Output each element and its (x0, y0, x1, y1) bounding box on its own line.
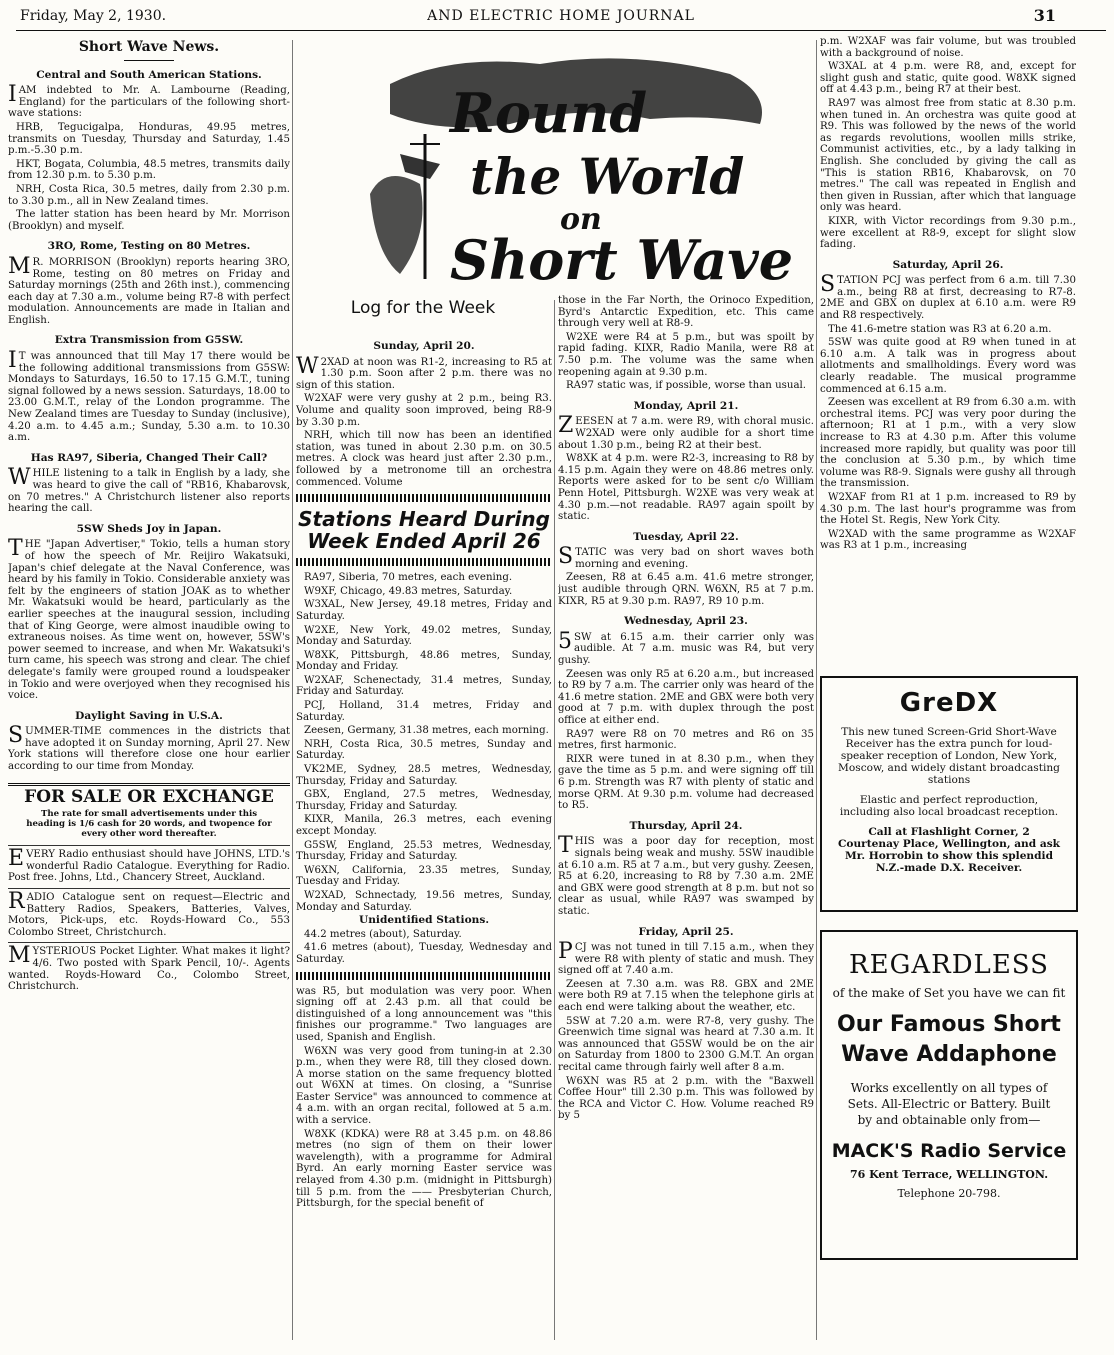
day-heading: Friday, April 25. (638, 925, 734, 938)
log-paragraph: W2XAF from R1 at 1 p.m. increased to R9 by 4.30 p.m. The last hour's programme was from the Hotel St. Regis, New York City. (820, 491, 1076, 527)
company-phone: Telephone 20-798. (897, 1187, 1001, 1200)
station-entry: W6XN, California, 23.35 metres, Sunday, Tuesday and Friday. (296, 864, 552, 888)
log-paragraph: KIXR, with Victor recordings from 9.30 p.m., were excellent at R8-9, except for slight slow fading. (820, 215, 1076, 251)
day-heading: Sunday, April 20. (373, 340, 475, 352)
article-paragraph: IAM indebted to Mr. A. Lambourne (Reading, England) for the particulars of the following short-wave stations: (8, 82, 290, 120)
log-paragraph: W2XAF were very gushy at 2 p.m., being R3. Volume and quality soon improved, being R8-9 by 3.30 p.m. (296, 393, 552, 428)
station-entry: GBX, England, 27.5 metres, Wednesday, Thursday, Friday and Saturday. (296, 789, 552, 812)
log-paragraph: RA97 static was, if possible, worse than usual. (566, 380, 807, 392)
log-paragraph: STATIC was very bad on short waves both morning and evening. (558, 544, 814, 570)
log-paragraph: W2XAD at noon was R1-2, increasing to R5 at 1.30 p.m. Soon after 2 p.m. there was no sign of this station. (296, 353, 552, 391)
gredx-brand: GreDX (899, 688, 999, 718)
logo-line-4: Short Wave (450, 228, 794, 289)
day-heading: Thursday, April 24. (629, 819, 743, 832)
article-paragraph: THE "Japan Advertiser," Tokio, tells a human story of how the speech of Mr. Reijiro Wakatsuki, Japan's chief delegate at the Naval Conference, was heard by his family in Tokio. Considerable anxiety was felt by the engineers of station JOAK as to whether Mr. Wakatsuki would be heard, particularly as the earlier speeches at the inaugural session, including that of King George, were almost inaudible owing to extraneous noises. As time went on, however, 5SW's power seemed to increase, and when Mr. Wakatsuki's turn came, his speech was strong and clear. The chief delegate's family were grouped round a loudspeaker in Tokio and were overjoyed when they recognised his voice. (8, 536, 290, 702)
station-entry: W2XAD, Schnectady, 19.56 metres, Sunday, Monday and Saturday. (296, 889, 552, 913)
log-paragraph: NRH, which till now has been an identified station, was tuned in about 2.30 p.m. on 30.5 metres. A clock was heard just after 2.30 p.m., followed by a metronome till an orchestra commenced. Volume (296, 430, 552, 488)
classified-ad-text: RADIO Catalogue sent on request—Electric and Battery Radios, Speakers, Batteries, Valves, Motors, Pick-ups, etc. Royds-Howard Co., 553 Colombo Street, Christchurch. (8, 889, 290, 938)
company-address: 76 Kent Terrace, WELLINGTON. (849, 1168, 1049, 1181)
ad-text: Elastic and perfect reproduction, including also local broadcast reception. (839, 794, 1059, 818)
classified-ad (8, 888, 290, 938)
article-heading: Daylight Saving in U.S.A. (75, 709, 223, 722)
logo-line-2: the World (470, 147, 745, 206)
classified-ad-text: EVERY Radio enthusiast should have JOHNS, LTD.'s wonderful Radio Catalogue. Everything for Radio. Post free. Johns, Ltd., Chancery Street, Auckland. (8, 846, 290, 884)
decorative-rule (296, 972, 552, 980)
article-heading: Central and South American Stations. (36, 68, 262, 81)
article-paragraph: The latter station has been heard by Mr. Morrison (Brooklyn) and myself. (8, 209, 290, 232)
station-entry: PCJ, Holland, 31.4 metres, Friday and Saturday. (296, 700, 552, 723)
station-entry: NRH, Costa Rica, 30.5 metres, Sunday and Saturday. (296, 738, 552, 762)
log-title: Log for the Week (350, 298, 496, 318)
article-paragraph: NRH, Costa Rica, 30.5 metres, daily from 2.30 p.m. to 3.30 p.m., all in New Zealand times. (8, 183, 290, 207)
station-entry: W3XAL, New Jersey, 49.18 metres, Friday and Saturday. (296, 599, 552, 622)
ad-headline: REGARDLESS (849, 950, 1049, 980)
decorative-rule (296, 558, 552, 566)
station-entry: G5SW, England, 25.53 metres, Wednesday, Thursday, Friday and Saturday. (296, 839, 552, 863)
station-entry: KIXR, Manila, 26.3 metres, each evening except Monday. (296, 814, 552, 837)
classified-ad (8, 845, 290, 884)
station-entry: W2XAF, Schenectady, 31.4 metres, Sunday, Friday and Saturday. (296, 674, 552, 698)
unidentified-heading: Unidentified Stations. (358, 914, 490, 927)
log-paragraph: was R5, but modulation was very poor. When signing off at 2.43 p.m. all that could be distinguished of a long announcement was "this finishes our programme." Two languages are used, Spanish and English. (296, 985, 552, 1043)
ad-text: Works excellently on all types of Sets. All-Electric or Battery. Built by and obtainable only from— (847, 1081, 1051, 1127)
decorative-rule (296, 494, 552, 502)
masthead (16, 4, 1106, 31)
log-paragraph: 5SW at 7.20 a.m. were R7-8, very gushy. The Greenwich time signal was heard at 7.30 a.m. It was announced that G5SW would be on the air on Saturday from 1800 to 2300 G.M.T. An organ recital came through fairly well after 8 a.m. (558, 1015, 814, 1074)
station-entry: 41.6 metres (about), Tuesday, Wednesday and Saturday. (296, 942, 552, 965)
log-paragraph: 5SW was quite good at R9 when tuned in at 6.10 a.m. A talk was in progress about allotments and smallholdings. Every word was clearly readable. The musical programme commenced at 6.15 a.m. (820, 337, 1076, 395)
article-paragraph: SUMMER-TIME commences in the districts that have adopted it on Sunday morning, April 27. New York stations will therefore close one hour earlier according to our time from Monday. (8, 723, 290, 773)
article-paragraph: HRB, Tegucigalpa, Honduras, 49.95 metres, transmits on Tuesday, Thursday and Saturday, 1.45 p.m.-5.30 p.m. (8, 121, 290, 157)
article-paragraph: IT was announced that till May 17 there would be the following additional transmissions from G5SW: Mondays to Saturdays, 16.50 to 17.15 G.M.T., tuning signal followed by a news session. Saturdays, 18.00 to 23.00 G.M.T., relay of the London programme. The New Zealand times are Tuesday to Sunday (inclusive), 4.20 a.m. to 4.45 a.m.; Sunday, 5.30 a.m. to 10.30 a.m. (8, 348, 290, 444)
station-entry: W2XE, New York, 49.02 metres, Sunday, Monday and Saturday. (296, 624, 552, 648)
log-paragraph: W2XE were R4 at 5 p.m., but was spoilt by rapid fading. KIXR, Radio Manila, were R8 at 7.50 p.m. The volume was the same when reopening again at 9.30 p.m. (558, 331, 814, 378)
log-paragraph: The 41.6-metre station was R3 at 6.20 a.m. (828, 323, 1052, 335)
column-log-final (820, 36, 1076, 672)
macks-advertisement (820, 930, 1078, 1260)
log-paragraph: RIXR were tuned in at 8.30 p.m., when they gave the time as 5 p.m. and were signing off till 6 p.m. Strength was R7 with plenty of static and morse QRM. At 9.30 p.m. volume had decreased to R5. (558, 753, 814, 812)
log-paragraph: those in the Far North, the Orinoco Expedition, Byrd's Antarctic Expedition, etc. This came through very well at R8-9. (558, 295, 814, 330)
logo-line-1: Round (450, 81, 648, 145)
log-paragraph: Zeesen, R8 at 6.45 a.m. 41.6 metre stronger, just audible through QRN. W6XN, R5 at 7 p.m. KIXR, R5 at 9.30 p.m. RA97, R9 10 p.m. (558, 572, 814, 607)
log-paragraph: Zeesen was excellent at R9 from 6.30 a.m. with orchestral items. PCJ was very poor during the afternoon; R1 at 1 p.m., with a very slow increase to R3 at 4.30 p.m. After this volume increased more rapidly, but quality was poor till the conclusion at 5.30 p.m., by which time volume was R8-9. Signals were gushy all through the transmission. (820, 397, 1076, 490)
day-heading: Monday, April 21. (633, 399, 739, 412)
log-paragraph: 5SW at 6.15 a.m. their carrier only was audible. At 7 a.m. music was R4, but very gushy. (558, 628, 814, 667)
company-name: MACK'S Radio Service (831, 1140, 1067, 1162)
classified-ad-text: MYSTERIOUS Pocket Lighter. What makes it light? 4/6. Two posted with Spark Pencil, 10/-. Agents wanted. Royds-Howard Co., Colombo Street, Christchurch. (8, 943, 290, 993)
classifieds-title: FOR SALE OR EXCHANGE (8, 783, 290, 804)
station-entry: W8XK, Pittsburgh, 48.86 metres, Sunday, Monday and Friday. (296, 649, 552, 673)
divider (124, 60, 174, 61)
round-the-world-logo (330, 44, 810, 289)
column-short-wave-news (8, 36, 290, 1346)
log-paragraph: THIS was a poor day for reception, most signals being weak and mushy. 5SW inaudible at 6.10 a.m. R5 at 7 a.m., but very gushy. Zeesen, R5 at 6.20, increasing to R8 by 7.30 a.m. 2ME and GBX were good strength at 8 p.m. but not so clear as usual, while RA97 was swamped by static. (558, 833, 814, 917)
station-entry: W9XF, Chicago, 49.83 metres, Saturday. (304, 585, 513, 597)
station-entry: 44.2 metres (about), Saturday. (304, 928, 462, 940)
product-name-line-2: Wave Addaphone (841, 1042, 1057, 1067)
article-paragraph: MR. MORRISON (Brooklyn) reports hearing 3RO, Rome, testing on 80 metres on Friday and Saturday mornings (25th and 26th inst.), commencing each day at 7.30 a.m., volume being R7-8 with perfect modulation. Announcements are made in Italian and English. (8, 253, 290, 326)
station-entry: RA97, Siberia, 70 metres, each evening. (304, 572, 513, 584)
page-number: 31 (1033, 6, 1056, 25)
article-heading: Has RA97, Siberia, Changed Their Call? (30, 451, 268, 464)
ad-text: Call at Flashlight Corner, 2 Courtenay Place, Wellington, and ask Mr. Horrobin to show this splendid N.Z.-made D.X. Receiver. (837, 826, 1061, 874)
log-paragraph: Zeesen was only R5 at 6.20 a.m., but increased to R9 by 7 a.m. The carrier only was heard of the 41.6 metre station. 2ME and GBX were both very good at 7 p.m. with duplex through the post office at either end. (558, 668, 814, 726)
log-paragraph: RA97 were R8 on 70 metres and R6 on 35 metres, first harmonic. (558, 728, 814, 752)
station-entry: Zeesen, Germany, 31.38 metres, each morning. (304, 725, 549, 737)
log-paragraph: Zeesen at 7.30 a.m. was R8. GBX and 2ME were both R9 at 7.15 when the telephone girls at each end were talking about the weather, etc. (558, 978, 814, 1014)
journal-title: AND ELECTRIC HOME JOURNAL (427, 8, 695, 24)
log-paragraph: p.m. W2XAF was fair volume, but was troubled with a background of noise. (820, 36, 1076, 59)
gredx-advertisement (820, 676, 1078, 912)
column-log (296, 332, 552, 1355)
day-heading: Wednesday, April 23. (624, 615, 748, 628)
article-heading: Extra Transmission from G5SW. (54, 334, 244, 347)
log-paragraph: W2XAD with the same programme as W2XAF was R3 at 1 p.m., increasing (820, 528, 1076, 552)
ad-subline: of the make of Set you have we can fit (832, 986, 1066, 1000)
column-log-continued (558, 295, 814, 1345)
article-paragraph: WHILE listening to a talk in English by a lady, she was heard to give the call of "RB16, Khabarovsk, on 70 metres." A Christchurch listener also reports hearing the call. (8, 465, 290, 515)
article-paragraph: HKT, Bogata, Columbia, 48.5 metres, transmits daily from 12.30 p.m. to 5.30 p.m. (8, 158, 290, 182)
day-heading: Saturday, April 26. (892, 258, 1004, 271)
log-paragraph: W8XK at 4 p.m. were R2-3, increasing to R8 by 4.15 p.m. Again they were on 48.86 metres only. Reports were asked for to be sent c/o William Penn Hotel, Pittsburgh. W2XE was very weak at 4.30 p.m.—not readable. RA97 again spoilt by static. (558, 453, 814, 523)
column-rule (292, 40, 293, 1340)
station-entry: VK2ME, Sydney, 28.5 metres, Wednesday, Thursday, Friday and Saturday. (296, 764, 552, 787)
log-paragraph: ZEESEN at 7 a.m. were R9, with choral music. W2XAD were only audible for a short time about 1.30 p.m., being R2 at their best. (558, 413, 814, 451)
stations-heading: Stations Heard During Week Ended April 26 (298, 507, 550, 554)
article-heading: 3RO, Rome, Testing on 80 Metres. (47, 240, 251, 253)
log-paragraph: W3XAL at 4 p.m. were R8, and, except for slight gush and static, quite good. W8XK signed off at 4.43 p.m., being R7 at their best. (820, 61, 1076, 96)
classifieds-rate: The rate for small advertisements under this heading is 1/6 cash for 20 words, and twopence for every other word thereafter. (26, 809, 272, 840)
column-rule (816, 40, 817, 1340)
day-heading: Tuesday, April 22. (633, 530, 739, 543)
log-paragraph: STATION PCJ was perfect from 6 a.m. till 7.30 a.m., being R8 at first, decreasing to R7-8. 2ME and GBX on duplex at 6.10 a.m. were R9 and R8 respectively. (820, 272, 1076, 322)
section-title: Short Wave News. (78, 39, 220, 55)
product-name-line-1: Our Famous Short (837, 1012, 1061, 1037)
log-paragraph: W8XK (KDKA) were R8 at 3.45 p.m. on 48.86 metres (no sign of them on their lower wavelength), with a programme for Admiral Byrd. An early morning Easter service was relayed from 4.30 p.m. (midnight in Pittsburgh) till 5 p.m. from the —— Presbyterian Church, Pittsburgh, for the special benefit of (296, 1128, 552, 1210)
classified-ad (8, 942, 290, 992)
column-rule (554, 300, 555, 1340)
log-paragraph: PCJ was not tuned in till 7.15 a.m., when they were R8 with plenty of static and mush. They signed off at 7.40 a.m. (558, 939, 814, 977)
log-paragraph: RA97 was almost free from static at 8.30 p.m. when tuned in. An orchestra was quite good at R9. This was followed by the news of the world as regards revolutions, woollen mills strike, Communist activities, etc., by a lady talking in English. She concluded by giving the call as "This is station RB16, Khabarovsk, on 70 metres." The call was repeated in English and then given in Russian, after which that language only was heard. (820, 97, 1076, 214)
log-paragraph: W6XN was R5 at 2 p.m. with the "Baxwell Coffee Hour" till 2.30 p.m. This was followed by the RCA and Victor C. How. Volume reached R9 by 5 (558, 1075, 814, 1122)
log-paragraph: W6XN was very good from tuning-in at 2.30 p.m., when they were R8, till they closed down. A morse station on the same frequency blotted out W6XN at times. On closing, a "Sunrise Easter Service" was announced to commence at 4 a.m. with an organ recital, followed at 5 a.m. with a service. (296, 1045, 552, 1127)
issue-date: Friday, May 2, 1930. (20, 8, 167, 24)
article-heading: 5SW Sheds Joy in Japan. (76, 522, 222, 535)
logo-line-3: on (560, 202, 602, 237)
ad-text: This new tuned Screen-Grid Short-Wave Receiver has the extra punch for loud-speaker reception of London, New York, Moscow, and widely distant broadcasting stations (838, 726, 1060, 786)
